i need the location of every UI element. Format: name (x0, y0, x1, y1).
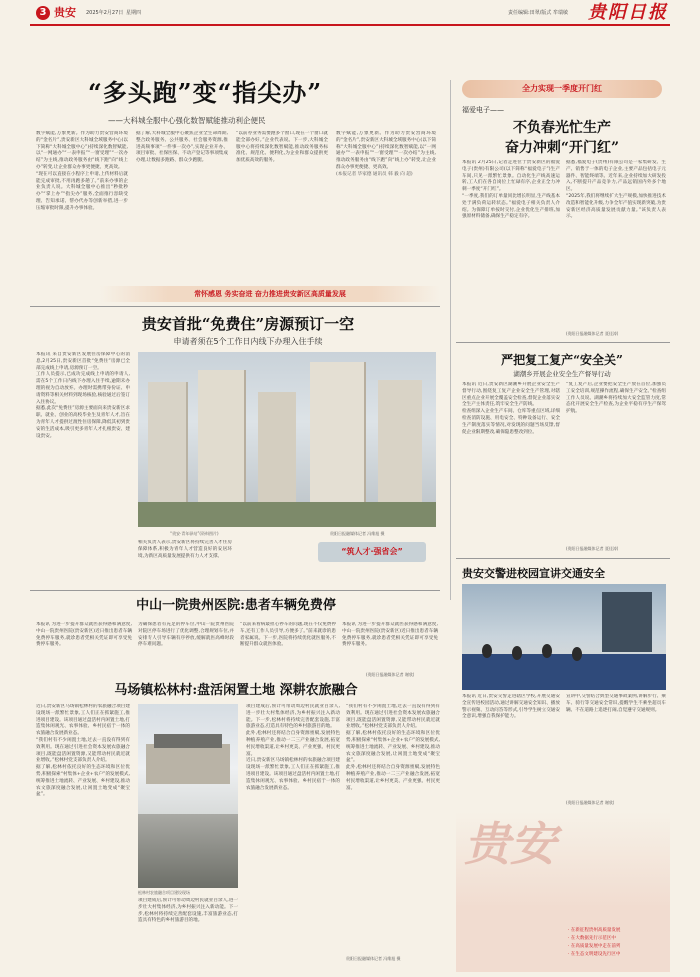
feature-title: 马场镇松林村:盘活闲置土地 深耕农旅融合 (114, 683, 358, 698)
feature-col-4: “我们村有不少闲置土地,过去一直没有得到有效利用。现在通过引进社会资本发展农旅融合项目,既能盘活闲置资源,又能带动村民就近就业增收。”松林村党支部负责人介绍。 据了解,松林村依托良好的生态环境和区位优势,积极探索“村集体+企业+农户”的发展模式,统筹推进土地流转、产业发展、乡村建设,推动农文旅深度融合发展,让闲置土地变成“聚宝盆”。 此外,松林村还将结合自身资源禀赋,发展特色种植养殖产业,推动一二三产业融合发展,拓宽村民增收渠道,让乡村更美、产业更强、村民更富。 (346, 704, 440, 791)
safety-subtitle: 湖潮乡开展企业安全生产督导行动 (513, 370, 611, 378)
hospital-col-3: “以前来看病最担心停车的问题,现在不仅免费停车,还有工作人员引导,方便多了。”前来就诊的患者家属说。下一步,医院将持续优化就医服务,不断提升群众就医体验。 (240, 622, 336, 648)
housing-caption: “贵安·青年驿站”(资料图片) (170, 531, 219, 536)
safety-credit: (贵阳日报融媒体记者 聂佳涛) (566, 546, 619, 551)
lead-col-4: 数字赋能,万象更新。作为助力贵安营商环境的“金名片”,贵安新区大科城全域服务中心(以下简称“大科城全服中心”)持续深化数智赋能,以“一网通办”“一表申报”“一窗受理”“一次办结”为主线,推动政务服务由“线下跑”向“线上办”转变,让企业群众办事更便捷、更高效。 (本报记者 毕家德 通讯员 韩 毅 向 超) (336, 131, 436, 177)
lead-subtitle: ——大科城全服中心强化数智赋能推动利企便民 (108, 116, 266, 125)
section-name: 贵安 (54, 6, 76, 19)
lead-col-3: “以前办业务需要跑多个窗口,现在一个窗口就能全部办好。”企业代表说。下一步,大科城全服中心将持续深化数智赋能,推动政务服务标准化、规范化、便利化,为企业和群众提供更加优质高效的服务。 (236, 131, 328, 164)
fuai-credit: (贵阳日报融媒体记者 聂佳涛) (566, 331, 619, 336)
housing-col-2: 相关负责人表示,贵安新区将持续完善人才住房保障体系,积极为青年人才营造良好的安居环境,为新区高质量发展提供有力人才支撑。 (138, 540, 232, 559)
footer-decor (456, 812, 670, 972)
traffic-col-1: 本报讯 近日,贵安交警走进辖区学校,开展交通安全宣传进校园活动,通过讲解交通安全知识、播放警示视频、互动问答等形式,引导学生树立交通安全意识,增强自我保护能力。 (462, 694, 560, 720)
feature-photo (138, 704, 238, 888)
housing-col-1: 本报讯 来自贵安新区发展住房保障中心的消息,2月25日,贵安新区首批“免费住”房源已全部完成线上申请,房源预订一空。 工作人员提示,已成功完成线上申请的申请人,需在5个工作日内线下办理入住手续,逾期未办理的视为自动放弃。办理时需携带身份证、申请资料等相关材料到现场核验,核验通过后签订入住协议。 据悉,此次“免费住”房源主要面向来贵安新区求职、就业、创业的高校毕业生及青年人才,旨在为青年人才提供过渡性住房保障,降低其初到贵安的生活成本,吸引更多青年人才扎根贵安、建设贵安。 (36, 352, 130, 439)
safety-col-1: 本报讯 近日,贵安新区湖潮乡开展企业安全生产督导行动,围绕复工复产企业安全生产管理,对辖区重点企业开展全覆盖安全检查,督促企业落实安全生产主体责任,筑牢安全生产防线。 检查组深入企业生产车间、仓库等重点区域,详细检查消防设施、用电安全、特种设备运行、安全生产制度落实等情况,对发现的问题当场反馈,督促企业限期整改,确保隐患整改到位。 (462, 382, 560, 435)
lead-col-1: 数字赋能,万象更新。作为助力贵安营商环境的“金名片”,贵安新区大科城全域服务中心(以下简称“大科城全服中心”)持续深化数智赋能,以“一网通办”“一表申报”“一窗受理”“一次办结”为主线,推动政务服务由“线下跑”向“线上办”转变,让企业群众办事更便捷、更高效。 “现在可以直接在小程序上申请,上传材料后就能完成审批,不用再跑多趟了。”前来办事的企业负责人说。大科城全服中心推出“秒批秒办”“掌上办”“指尖办”服务,全面推行容缺受理、告知承诺、帮办代办等创新举措,进一步压缩审批时限,提升办事体验。 (36, 131, 128, 211)
footer-slogan-1: · 在新征程贵州高质量发展 (568, 928, 621, 933)
kaimenhong-banner (462, 80, 662, 98)
feature-credit: 贵阳日报融媒体记者 冯维旭 摄 (346, 956, 401, 961)
housing-title: 贵安首批“免费住”房源预订一空 (141, 315, 355, 333)
hospital-credit: (贵阳日报融媒体记者 谢欣) (366, 672, 415, 677)
mid-banner (100, 286, 440, 302)
housing-credit: 贵阳日报融媒体记者 冯维旭 摄 (330, 531, 385, 536)
traffic-credit: (贵阳日报融媒体记者 谢欣) (566, 800, 615, 805)
fuai-title-1: 不负春光忙生产 (513, 120, 611, 136)
feature-col-3: 项目建成后,预计可带动周边村民就业百余人,进一步壮大村集体经济,为乡村振兴注入新动能。下一步,松林村将持续完善配套设施,丰富旅游业态,打造具有特色的乡村旅游目的地。 此外,松林村还将结合自身资源禀赋,发展特色种植养殖产业,推动一二三产业融合发展,拓宽村民增收渠道,让乡村更美、产业更强、村民更富。 近日,贵安新区马场镇松林村的农旅融合项目建设现场一派繁忙景象,工人们正在抓紧施工,推进项目建设。该项目通过盘活村内闲置土地,打造集休闲观光、农事体验、乡村民宿于一体的农旅融合发展新业态。 (246, 704, 340, 791)
hospital-col-2: 为确保患者有充足的停车位,中山一院贵州医院对院区停车场进行了优化调整,合理规划车位,并安排专人引导车辆有序停放,缓解就医高峰时段停车难问题。 (138, 622, 234, 648)
safety-title: 严把复工复产“安全关” (501, 353, 623, 367)
footer-slogan-4: · 在生态文明建设先行区中 (568, 952, 621, 957)
fuai-col-1: 本报讯 2月25日,记者走进位于贵安新区的福爱电子(贵州)有限公司(以下简称“福爱电子”)生产车间,只见一派繁忙景象。自动化生产线高速运转,工人们在各自岗位上忙碌有序,企业正全力冲刺一季度“开门红”。 “一季度,我们的订单量同比增长明显,生产线基本处于满负荷运转状态。”福爱电子相关负责人介绍。为保障订单按时交付,企业优化生产排班,加强原材料储备,确保生产稳定有序。 (462, 160, 560, 220)
paper-logo: 贵阳日报 (588, 2, 668, 23)
feature-caption: 松林村农旅融合项目建设现场 (138, 890, 190, 895)
fuai-kicker: 福爱电子—— (462, 106, 504, 114)
footer-slogan-2: · 在大数据先行示范区中 (568, 936, 616, 941)
editor-credits: 责任编辑:田翠/版式 牟瑞敏 (508, 10, 568, 16)
page-number-badge: 3 (36, 6, 50, 20)
lead-title: “多头跑”变“指尖办” (88, 78, 323, 107)
traffic-col-2: 宣讲中,交警结合典型交通事故案例,讲解步行、乘车、骑行等交通安全常识,提醒学生不乘坐超员车辆、不在道路上追逐打闹,自觉遵守交通规则。 (566, 694, 666, 713)
traffic-photo (462, 584, 666, 690)
fuai-col-2: 据悉,福爱电子(贵州)有限公司是一家集研发、生产、销售于一体的电子企业,主要产品包括电子元器件、智能终端等。近年来,企业持续加大研发投入,不断提升产品竞争力,产品远销国内外多个地区。 “2025年,我们将继续扩大生产规模,加快推进技术改造和智能化升级,力争全年产值实现新突破,为贵安新区经济高质量发展贡献力量。”该负责人表示。 (566, 160, 666, 220)
lead-col-2: 据了解,大科城全服中心聚焦企业全生命周期,整合政务服务、公共服务、社会服务资源,推进高频事项“一件事一次办”,实现企业开办、项目审批、社保医保、不动产登记等事项集成办理,让数据多跑路、群众少跑腿。 (136, 131, 228, 164)
masthead (0, 0, 700, 28)
footer-big-char: 贵安 (464, 817, 556, 871)
issue-date: 2025年2月27日 (86, 10, 124, 16)
mid-banner-text: 常怀感恩 务实奋进 奋力推进贵安新区高质量发展 (194, 290, 346, 298)
housing-subtitle: 申请者须在5个工作日内线下办理入住手续 (173, 337, 323, 346)
safety-col-2: “复工复产后,企业要把安全生产放在首位,加强员工安全培训,规范操作流程,确保生产安全。”检查组工作人员说。湖潮乡将持续加大安全监管力度,常态化开展安全生产检查,为企业平稳有序生产保驾护航。 (566, 382, 666, 415)
feature-col-1: 近日,贵安新区马场镇松林村的农旅融合项目建设现场一派繁忙景象,工人们正在抓紧施工,推进项目建设。该项目通过盘活村内闲置土地,打造集休闲观光、农事体验、乡村民宿于一体的农旅融合发展新业态。 “我们村有不少闲置土地,过去一直没有得到有效利用。现在通过引进社会资本发展农旅融合项目,既能盘活闲置资源,又能带动村民就近就业增收。”松林村党支部负责人介绍。 据了解,松林村依托良好的生态环境和区位优势,积极探索“村集体+企业+农户”的发展模式,统筹推进土地流转、产业发展、乡村建设,推动农文旅深度融合发展,让闲置土地变成“聚宝盆”。 (36, 704, 130, 798)
hospital-col-4: 本报讯 为进一步提升群众就医获得感和满意度,中山一院贵州医院(贵安新区)近日推出患者车辆免费停车服务,就诊患者凭相关凭证即可享受免费停车服务。 (342, 622, 438, 648)
housing-photo (138, 352, 436, 527)
hospital-title: 中山一院贵州医院:患者车辆免费停 (136, 598, 336, 613)
traffic-title: 贵安交警进校园宣讲交通安全 (462, 567, 605, 580)
feature-col-2: 项目建成后,预计可带动周边村民就业百余人,进一步壮大村集体经济,为乡村振兴注入新动能。下一步,松林村将持续完善配套设施,丰富旅游业态,打造具有特色的乡村旅游目的地。 (138, 898, 238, 924)
hospital-col-1: 本报讯 为进一步提升群众就医获得感和满意度,中山一院贵州医院(贵安新区)近日推出患者车辆免费停车服务,就诊患者凭相关凭证即可享受免费停车服务。 (36, 622, 132, 648)
issue-weekday: 星期四 (126, 10, 142, 16)
footer-slogan-3: · 在高质量发展中走在前列 (568, 944, 621, 949)
kaimenhong-slogan: 全力实现一季度开门红 (522, 84, 602, 93)
housing-stamp: “筑人才·强省会” (318, 542, 426, 562)
fuai-title-2: 奋力冲刺“开门红” (504, 140, 620, 156)
